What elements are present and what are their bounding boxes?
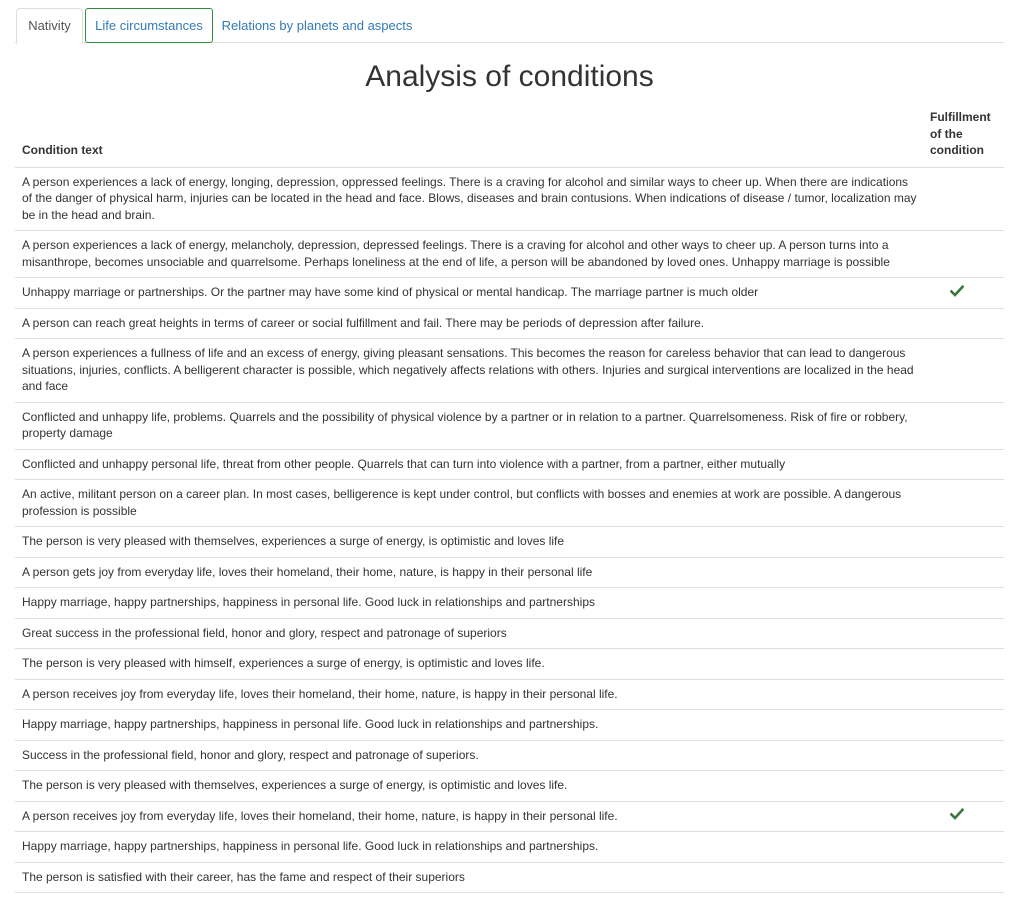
table-row [15, 527, 1004, 558]
condition-text-cell: The person is very pleased with themselves, experiences a surge of energy, is optimistic and loves life. [15, 771, 924, 802]
fulfillment-cell [924, 679, 1004, 710]
checkmark-icon [950, 285, 964, 297]
table-row [15, 618, 1004, 649]
table-row [15, 771, 1004, 802]
tab-nativity[interactable]: Nativity [16, 8, 83, 44]
condition-text-cell: Unhappy marriage or partnerships. Or the partner may have some kind of physical or mental handicap. The marriage partner is much older [15, 278, 924, 309]
fulfillment-cell [924, 167, 1004, 231]
page-title: Analysis of conditions [365, 60, 654, 93]
fulfillment-cell [924, 771, 1004, 802]
header-fulfillment: Fulfillment of the condition [924, 107, 1004, 167]
fulfillment-cell [924, 339, 1004, 403]
table-row [15, 832, 1004, 863]
fulfillment-cell [924, 862, 1004, 893]
checkmark-icon [950, 808, 964, 820]
condition-text-cell: The person is satisfied with their career, has the fame and respect of their superiors [15, 862, 924, 893]
table-row [15, 679, 1004, 710]
condition-text-cell: A person experiences a lack of energy, melancholy, depression, depressed feelings. There is a craving for alcohol and other ways to cheer up. A person turns into a misanthrope, becomes unsociable and quarrelsome. Perhaps loneliness at the end of life, a person will be abandoned by loved ones. Unhappy marriage is possible [15, 231, 924, 278]
fulfillment-cell [924, 557, 1004, 588]
header-condition-text: Condition text [15, 107, 924, 167]
table-row [15, 308, 1004, 339]
condition-text-cell: A person experiences a fullness of life and an excess of energy, giving pleasant sensations. This becomes the reason for careless behavior that can lead to dangerous situations, injuries, conflicts. A belligerent character is possible, which negatively affects relations with others. Injuries and surgical interventions are localized in the head and face [15, 339, 924, 403]
table-row [15, 167, 1004, 231]
condition-text-cell: Success in the professional field, honor and glory, respect and patronage of superiors. [15, 740, 924, 771]
table-row [15, 231, 1004, 278]
condition-text-cell: The person is very pleased with themselves, experiences a surge of energy, is optimistic and loves life [15, 527, 924, 558]
fulfillment-cell [924, 710, 1004, 741]
table-row [15, 740, 1004, 771]
table-row [15, 649, 1004, 680]
table-row [15, 402, 1004, 449]
condition-text-cell: A person gets joy from everyday life, loves their homeland, their home, nature, is happy in their personal life [15, 557, 924, 588]
table-header-row [15, 107, 1004, 167]
table-body [15, 167, 1004, 893]
fulfillment-cell [924, 801, 1004, 832]
table-row [15, 862, 1004, 893]
fulfillment-cell [924, 740, 1004, 771]
table-row [15, 278, 1004, 309]
tab-life-circumstances[interactable]: Life circumstances [85, 8, 213, 43]
condition-text-cell: A person experiences a lack of energy, longing, depression, oppressed feelings. There is a craving for alcohol and similar ways to cheer up. When there are indications of the danger of physical harm, injuries can be located in the head and face. Blows, diseases and brain contusions. When indications of disease / tumor, localization may be in the head and brain. [15, 167, 924, 231]
condition-text-cell: Happy marriage, happy partnerships, happiness in personal life. Good luck in relationships and partnerships. [15, 832, 924, 863]
fulfillment-cell [924, 449, 1004, 480]
fulfillment-cell [924, 832, 1004, 863]
fulfillment-cell [924, 649, 1004, 680]
tab-relations-by-planets[interactable]: Relations by planets and aspects [221, 18, 413, 33]
fulfillment-cell [924, 308, 1004, 339]
page [15, 0, 1004, 884]
table-row [15, 480, 1004, 527]
condition-text-cell: The person is very pleased with himself, experiences a surge of energy, is optimistic and loves life. [15, 649, 924, 680]
table-row [15, 339, 1004, 403]
condition-text-cell: Conflicted and unhappy life, problems. Quarrels and the possibility of physical violence by a partner or in relation to a partner. Quarrelsomeness. Risk of fire or robbery, property damage [15, 402, 924, 449]
fulfillment-cell [924, 402, 1004, 449]
table-row [15, 449, 1004, 480]
fulfillment-cell [924, 480, 1004, 527]
condition-text-cell: An active, militant person on a career plan. In most cases, belligerence is kept under control, but conflicts with bosses and enemies at work are possible. A dangerous profession is possible [15, 480, 924, 527]
fulfillment-cell [924, 231, 1004, 278]
fulfillment-cell [924, 618, 1004, 649]
condition-text-cell: A person receives joy from everyday life, loves their homeland, their home, nature, is happy in their personal life. [15, 679, 924, 710]
table-row [15, 557, 1004, 588]
condition-text-cell: Great success in the professional field, honor and glory, respect and patronage of superiors [15, 618, 924, 649]
fulfillment-cell [924, 588, 1004, 619]
condition-text-cell: Happy marriage, happy partnerships, happiness in personal life. Good luck in relationships and partnerships. [15, 710, 924, 741]
table-row [15, 588, 1004, 619]
table-row [15, 801, 1004, 832]
fulfillment-cell [924, 527, 1004, 558]
tab-bar [15, 0, 1004, 43]
condition-text-cell: Happy marriage, happy partnerships, happiness in personal life. Good luck in relationships and partnerships [15, 588, 924, 619]
conditions-table [15, 107, 1004, 893]
condition-text-cell: A person receives joy from everyday life, loves their homeland, their home, nature, is happy in their personal life. [15, 801, 924, 832]
fulfillment-cell [924, 278, 1004, 309]
table-row [15, 710, 1004, 741]
condition-text-cell: Conflicted and unhappy personal life, threat from other people. Quarrels that can turn into violence with a partner, from a partner, either mutually [15, 449, 924, 480]
condition-text-cell: A person can reach great heights in terms of career or social fulfillment and fail. There may be periods of depression after failure. [15, 308, 924, 339]
